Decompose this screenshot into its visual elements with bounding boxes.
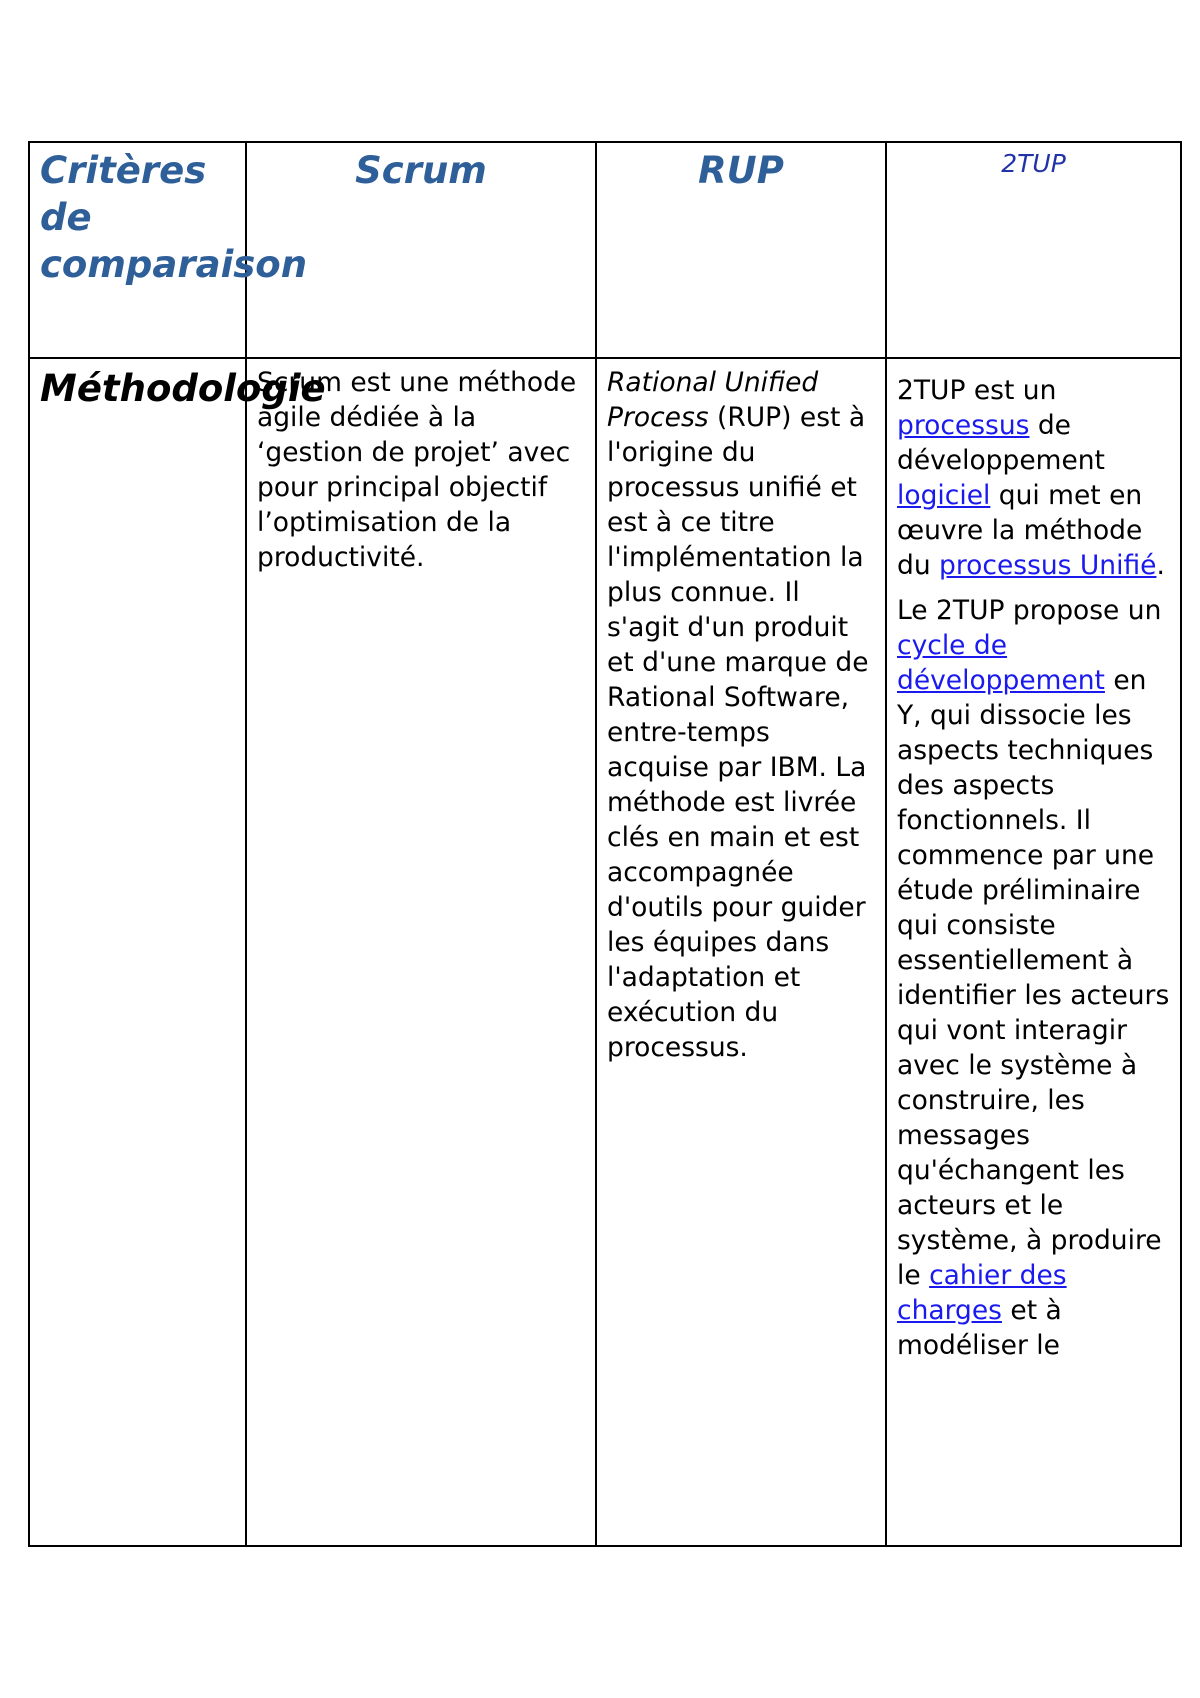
table-row — [29, 358, 1181, 1546]
rup-cell — [596, 358, 886, 1546]
twotup-p2-text-b: en Y, qui dissocie les aspects techniques des aspects fonctionnels. Il commence par une étude préliminaire qui consiste essentiellement à identifier les acteurs qui vont interagir avec le système à construire, les messages qu'échangent les acteurs et le système, à produire le — [897, 665, 1170, 1291]
twotup-p1-text-b: de développement — [897, 410, 1105, 476]
twotup-p1-text-c: qui met en œuvre la méthode du — [897, 480, 1143, 581]
rup-description — [597, 359, 885, 1065]
rup-name: Rational Unified Process — [607, 367, 819, 433]
link-cahier-des-charges[interactable]: cahier des charges — [897, 1260, 1067, 1326]
header-2tup: 2TUP — [1001, 149, 1066, 178]
header-criteria: Critères de comparaison — [40, 149, 308, 286]
twotup-p1-text-d: . — [1156, 550, 1165, 581]
rup-text: (RUP) est à l'origine du processus unifié et est à ce titre l'implémentation la plus connue. Il s'agit d'un produit et d'une marque de Rational Software, entre-temps acquise par IBM. La méthode est livrée clés en main et est accompagnée d'outils pour guider les équipes dans l'adaptation et exécution du processus. — [607, 402, 869, 1063]
table-header-row — [29, 142, 1181, 358]
row-label-methodologie: Méthodologie — [40, 367, 326, 410]
twotup-cell — [886, 358, 1181, 1546]
comparison-table — [28, 141, 1182, 1547]
twotup-paragraph-2 — [897, 593, 1170, 1363]
header-scrum: Scrum — [355, 149, 487, 192]
twotup-description — [887, 359, 1180, 1363]
link-processus-unifie[interactable]: processus Unifié — [939, 550, 1157, 581]
header-2tup-cell — [886, 142, 1181, 358]
link-processus[interactable]: processus — [897, 410, 1030, 441]
row-label-cell — [29, 358, 326, 1546]
link-cycle-de-developpement[interactable]: cycle de développement — [897, 630, 1105, 696]
scrum-description: Scrum est une méthode agile dédiée à la ‘gestion de projet’ avec pour principal objectif l’optimisation de la productivité. — [257, 367, 577, 573]
scrum-cell — [246, 358, 596, 1546]
twotup-p2-text-c: et à modéliser le — [897, 1295, 1062, 1361]
header-rup-cell — [596, 142, 886, 358]
twotup-paragraph-1 — [897, 373, 1170, 583]
twotup-p1-text-a: 2TUP est un — [897, 375, 1057, 406]
link-logiciel[interactable]: logiciel — [897, 480, 991, 511]
twotup-p2-text-a: Le 2TUP propose un — [897, 595, 1162, 626]
header-criteria-cell — [29, 142, 308, 358]
header-rup: RUP — [698, 149, 784, 192]
